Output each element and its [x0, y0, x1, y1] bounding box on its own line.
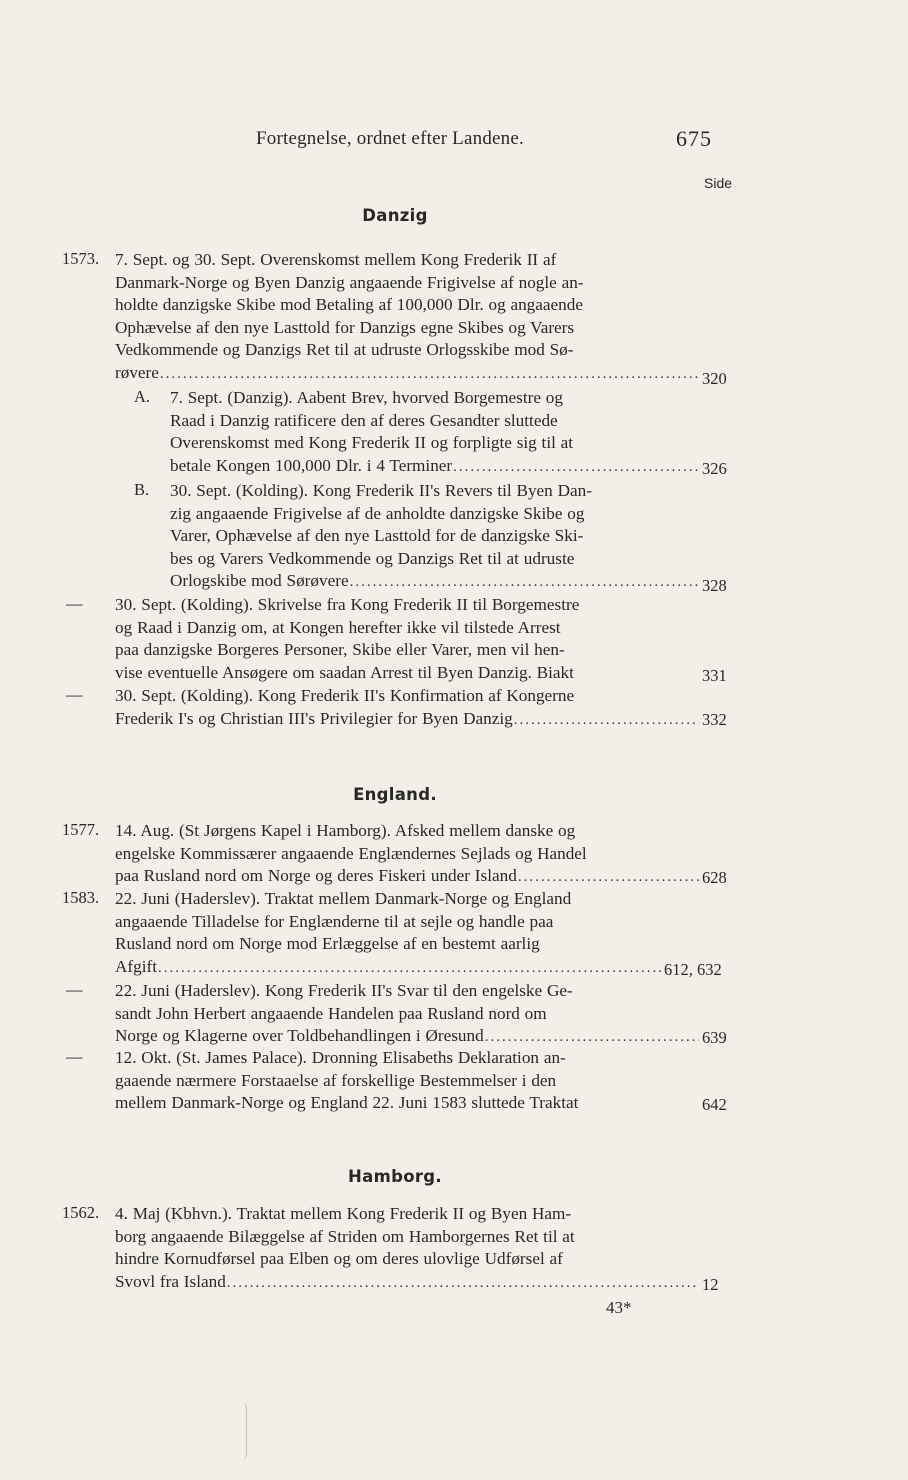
entry-line: bes og Varers Vedkommende og Danzigs Ret til at udruste: [170, 548, 575, 568]
entry-line: Danmark-Norge og Byen Danzig angaaende Frigivelse af nogle an-: [115, 272, 584, 292]
entry-dash: —: [66, 594, 83, 613]
entry-dash: —: [66, 685, 83, 704]
page-reference: 612, 632: [664, 960, 722, 979]
entry-line: vise eventuelle Ansøgere om saadan Arrest til Byen Danzig. Biakt: [115, 662, 574, 682]
page-reference: 332: [702, 710, 727, 729]
entry-line: sandt John Herbert angaaende Handelen paa Rusland nord om: [115, 1003, 547, 1023]
entry-line: Vedkommende og Danzigs Ret til at udruste Orlogsskibe mod Sø-: [115, 340, 574, 360]
entry-last-line: [115, 708, 699, 732]
entry-text: [115, 980, 699, 1049]
entry-dash: —: [66, 980, 83, 999]
dot-leader: [518, 866, 699, 889]
entry-line: Norge og Klagerne over Toldbehandlingen i Øresund: [115, 1026, 484, 1046]
page-edge-mark: [240, 1402, 247, 1460]
entry-last-line: [115, 1271, 699, 1295]
dot-leader: [453, 456, 700, 479]
entry-line: engelske Kommissærer angaaende Englændernes Sejlads og Handel: [115, 843, 587, 863]
entry-line: hindre Kornudførsel paa Elben og om deres ulovlige Udførsel af: [115, 1249, 563, 1269]
entry-year: 1577.: [62, 820, 100, 839]
entry-year: 1583.: [62, 888, 100, 907]
entry-line: paa Rusland nord om Norge og deres Fiskeri under Island: [115, 866, 517, 886]
printer-signature: 43*: [606, 1298, 632, 1317]
page-reference: 320: [702, 369, 727, 388]
dot-leader: [227, 1272, 699, 1295]
entry-dash: —: [66, 1047, 83, 1066]
entry-last-line: [115, 362, 699, 386]
entry-line: zig angaaende Frigivelse af de anholdte danzigske Skibe og: [170, 503, 585, 523]
entry-line: borg angaaende Bilæggelse af Striden om Hamborgernes Ret til at: [115, 1226, 575, 1246]
entry-line: 30. Sept. (Kolding). Kong Frederik II's Konfirmation af Kongerne: [115, 686, 575, 705]
entry-line: Afgift: [115, 956, 158, 976]
entry-year: 1573.: [62, 249, 100, 268]
entry-last-line: [115, 1025, 699, 1049]
dot-leader: [350, 571, 700, 594]
dot-leader: [160, 363, 699, 386]
entry-line: 14. Aug. (St Jørgens Kapel i Hamborg). Afsked mellem danske og: [115, 821, 576, 840]
entry-text: [115, 685, 699, 731]
entry-line: paa danzigske Borgeres Personer, Skibe eller Varer, men vil hen-: [115, 640, 565, 660]
entry-line: 30. Sept. (Kolding). Skrivelse fra Kong Frederik II til Borgemestre: [115, 595, 580, 614]
entry-last-line: [115, 865, 699, 889]
entry-text: [170, 480, 700, 594]
entry-line: betale Kongen 100,000 Dlr. i 4 Terminer: [170, 455, 453, 475]
section-heading-england: England.: [353, 785, 437, 804]
page-reference: 639: [702, 1028, 727, 1047]
page-reference: 642: [702, 1095, 727, 1114]
entry-year: 1562.: [62, 1203, 100, 1222]
page-number: 675: [676, 126, 712, 151]
entry-text: [170, 387, 700, 478]
page-reference: 628: [702, 868, 727, 887]
entry-line: og Raad i Danzig om, at Kongen herefter ikke vil tilstede Arrest: [115, 617, 561, 637]
entry-text: [115, 1047, 699, 1115]
entry-line: gaaende nærmere Forstaaelse af forskellige Bestemmelser i den: [115, 1070, 557, 1090]
page-reference: 12: [702, 1275, 719, 1294]
entry-text: [115, 594, 699, 684]
entry-letter: B.: [134, 480, 150, 499]
entry-text: [115, 1203, 699, 1294]
entry-line: Svovl fra Island: [115, 1271, 226, 1291]
entry-line: holdte danzigske Skibe mod Betaling af 100,000 Dlr. og angaaende: [115, 295, 583, 315]
entry-line: 30. Sept. (Kolding). Kong Frederik II's Revers til Byen Dan-: [170, 481, 592, 500]
entry-last-line: [170, 570, 700, 594]
section-heading-danzig: Danzig: [362, 206, 428, 225]
side-column-label: Side: [704, 175, 733, 191]
entry-line: Overenskomst med Kong Frederik II og forpligte sig til at: [170, 433, 574, 453]
entry-line: angaaende Tilladelse for Englænderne til at sejle og handle paa: [115, 911, 554, 931]
entry-line: 4. Maj (Kbhvn.). Traktat mellem Kong Frederik II og Byen Ham-: [115, 1204, 572, 1223]
running-title: Fortegnelse, ordnet efter Landene.: [256, 128, 524, 149]
entry-line: røvere: [115, 362, 159, 382]
entry-line: Raad i Danzig ratificere den af deres Gesandter sluttede: [170, 410, 558, 430]
entry-line: 22. Juni (Haderslev). Kong Frederik II's Svar til den engelske Ge-: [115, 981, 573, 1000]
entry-line: 22. Juni (Haderslev). Traktat mellem Danmark-Norge og England: [115, 889, 572, 908]
entry-line: 12. Okt. (St. James Palace). Dronning Elisabeths Deklaration an-: [115, 1048, 566, 1067]
page-reference: 331: [702, 666, 727, 685]
dot-leader: [514, 709, 699, 732]
entry-text: [115, 888, 699, 979]
page-reference: 328: [702, 576, 727, 595]
entry-letter: A.: [134, 387, 151, 406]
entry-line: Ophævelse af den nye Lasttold for Danzigs egne Skibes og Varers: [115, 317, 575, 337]
entry-last-line: [115, 956, 663, 980]
entry-text: [115, 249, 699, 386]
entry-line: Frederik I's og Christian III's Privilegier for Byen Danzig: [115, 708, 513, 728]
dot-leader: [485, 1026, 699, 1049]
entry-line: Rusland nord om Norge mod Erlæggelse af en bestemt aarlig: [115, 934, 540, 954]
entry-line: 7. Sept. (Danzig). Aabent Brev, hvorved Borgemestre og: [170, 388, 563, 407]
entry-last-line: [170, 455, 700, 479]
entry-text: [115, 820, 699, 889]
entry-line: 7. Sept. og 30. Sept. Overenskomst mellem Kong Frederik II af: [115, 250, 557, 269]
section-heading-hamborg: Hamborg.: [348, 1167, 442, 1186]
dot-leader: [158, 957, 663, 980]
page-reference: 326: [702, 459, 727, 478]
entry-line: mellem Danmark-Norge og England 22. Juni 1583 sluttede Traktat: [115, 1093, 579, 1113]
entry-line: Orlogskibe mod Sørøvere: [170, 571, 349, 591]
entry-line: Varer, Ophævelse af den nye Lasttold for de danzigske Ski-: [170, 526, 584, 546]
